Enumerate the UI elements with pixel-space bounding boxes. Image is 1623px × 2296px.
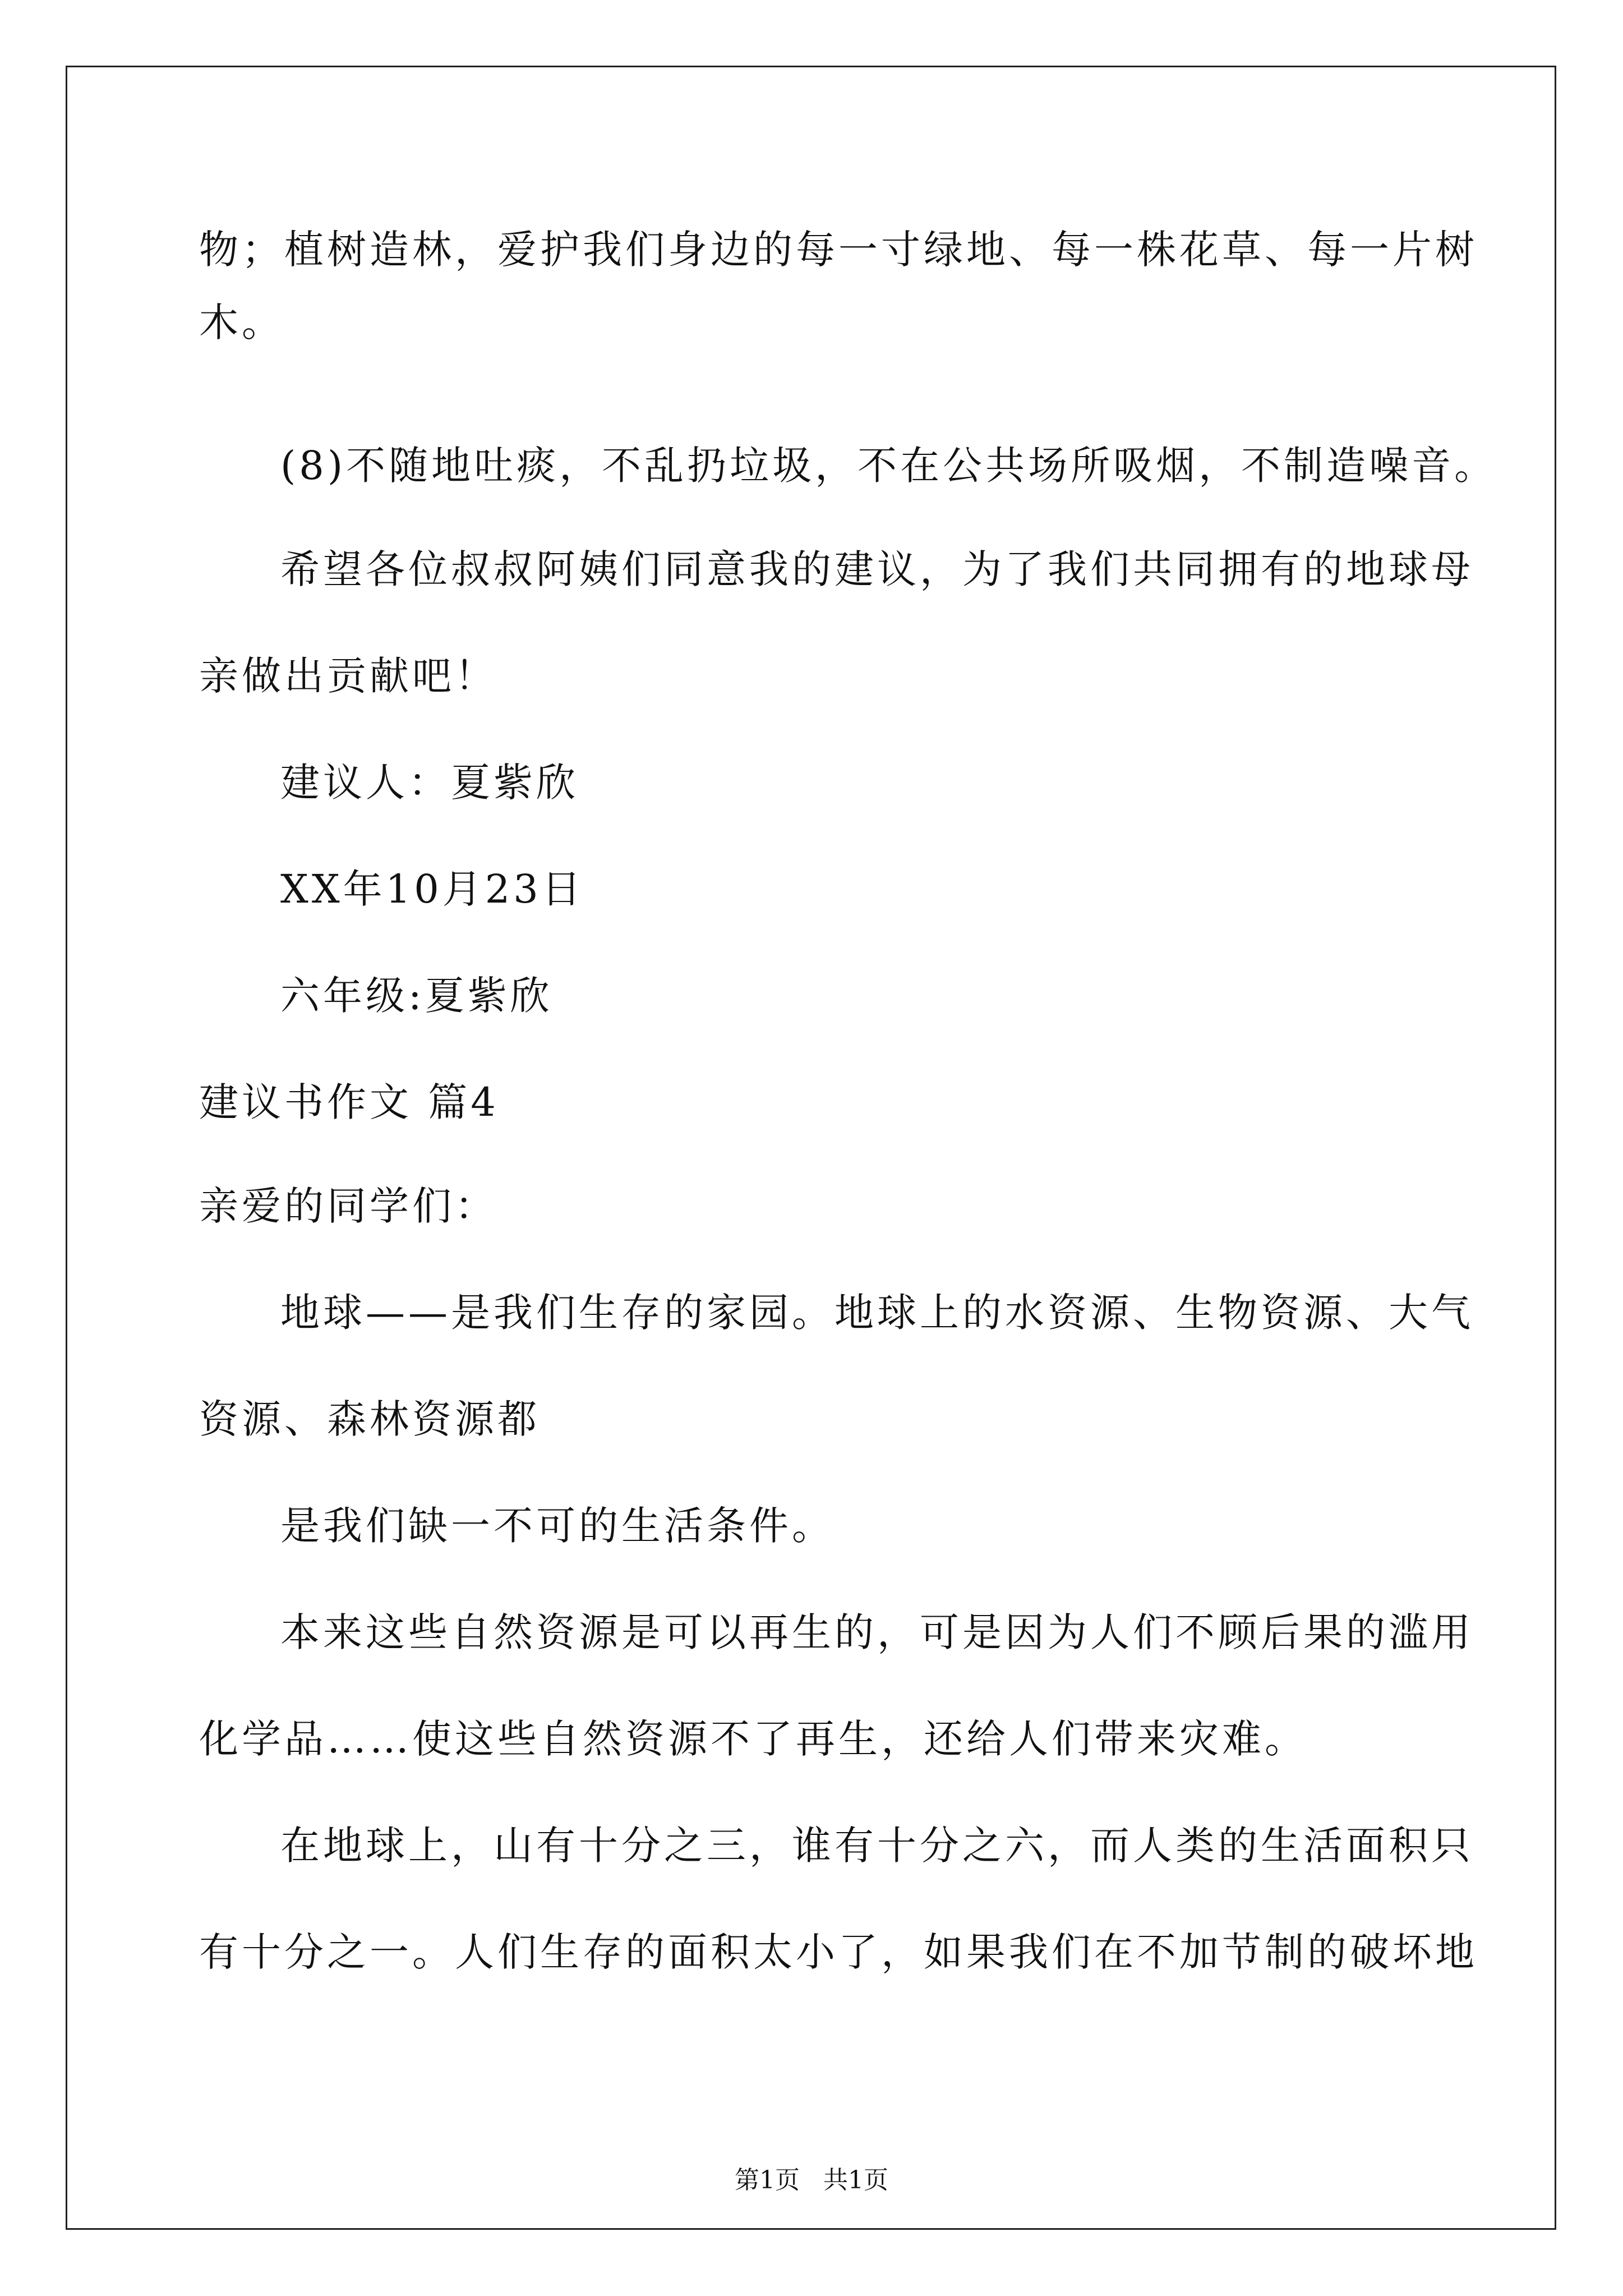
paragraph-line: 是我们缺一不可的生活条件。 bbox=[280, 1503, 834, 1549]
date-line: XX年10月23日 bbox=[280, 866, 584, 912]
salutation: 亲爱的同学们： bbox=[199, 1183, 497, 1229]
page-number: 第1页 bbox=[735, 2166, 800, 2194]
paragraph-line: 资源、森林资源都 bbox=[199, 1396, 540, 1442]
page-total: 共1页 bbox=[823, 2166, 888, 2194]
paragraph-line: 有十分之一。人们生存的面积太小了，如果我们在不加节制的破坏地 bbox=[199, 1929, 1478, 1975]
paragraph-line: 希望各位叔叔阿姨们同意我的建议，为了我们共同拥有的地球母 bbox=[280, 546, 1474, 592]
paragraph-line: 地球——是我们生存的家园。地球上的水资源、生物资源、大气 bbox=[280, 1290, 1474, 1336]
paragraph-line: 木。 bbox=[199, 300, 284, 346]
section-heading: 建议书作文 篇4 bbox=[199, 1079, 499, 1125]
paragraph-line: 物；植树造林，爱护我们身边的每一寸绿地、每一株花草、每一片树 bbox=[199, 227, 1478, 273]
paragraph-line: 本来这些自然资源是可以再生的，可是因为人们不顾后果的滥用 bbox=[280, 1609, 1474, 1655]
paragraph-line: 亲做出贡献吧！ bbox=[199, 653, 497, 699]
paragraph-line: 在地球上，山有十分之三，谁有十分之六，而人类的生活面积只 bbox=[280, 1823, 1474, 1869]
paragraph-line: (8)不随地吐痰，不乱扔垃圾，不在公共场所吸烟，不制造噪音。 bbox=[280, 443, 1497, 489]
signature-line: 建议人：夏紫欣 bbox=[280, 760, 579, 806]
paragraph-line: 化学品……使这些自然资源不了再生，还给人们带来灾难。 bbox=[199, 1716, 1307, 1762]
page-border bbox=[66, 66, 1556, 2230]
page-footer bbox=[0, 2164, 1623, 2197]
grade-line: 六年级:夏紫欣 bbox=[280, 973, 553, 1019]
